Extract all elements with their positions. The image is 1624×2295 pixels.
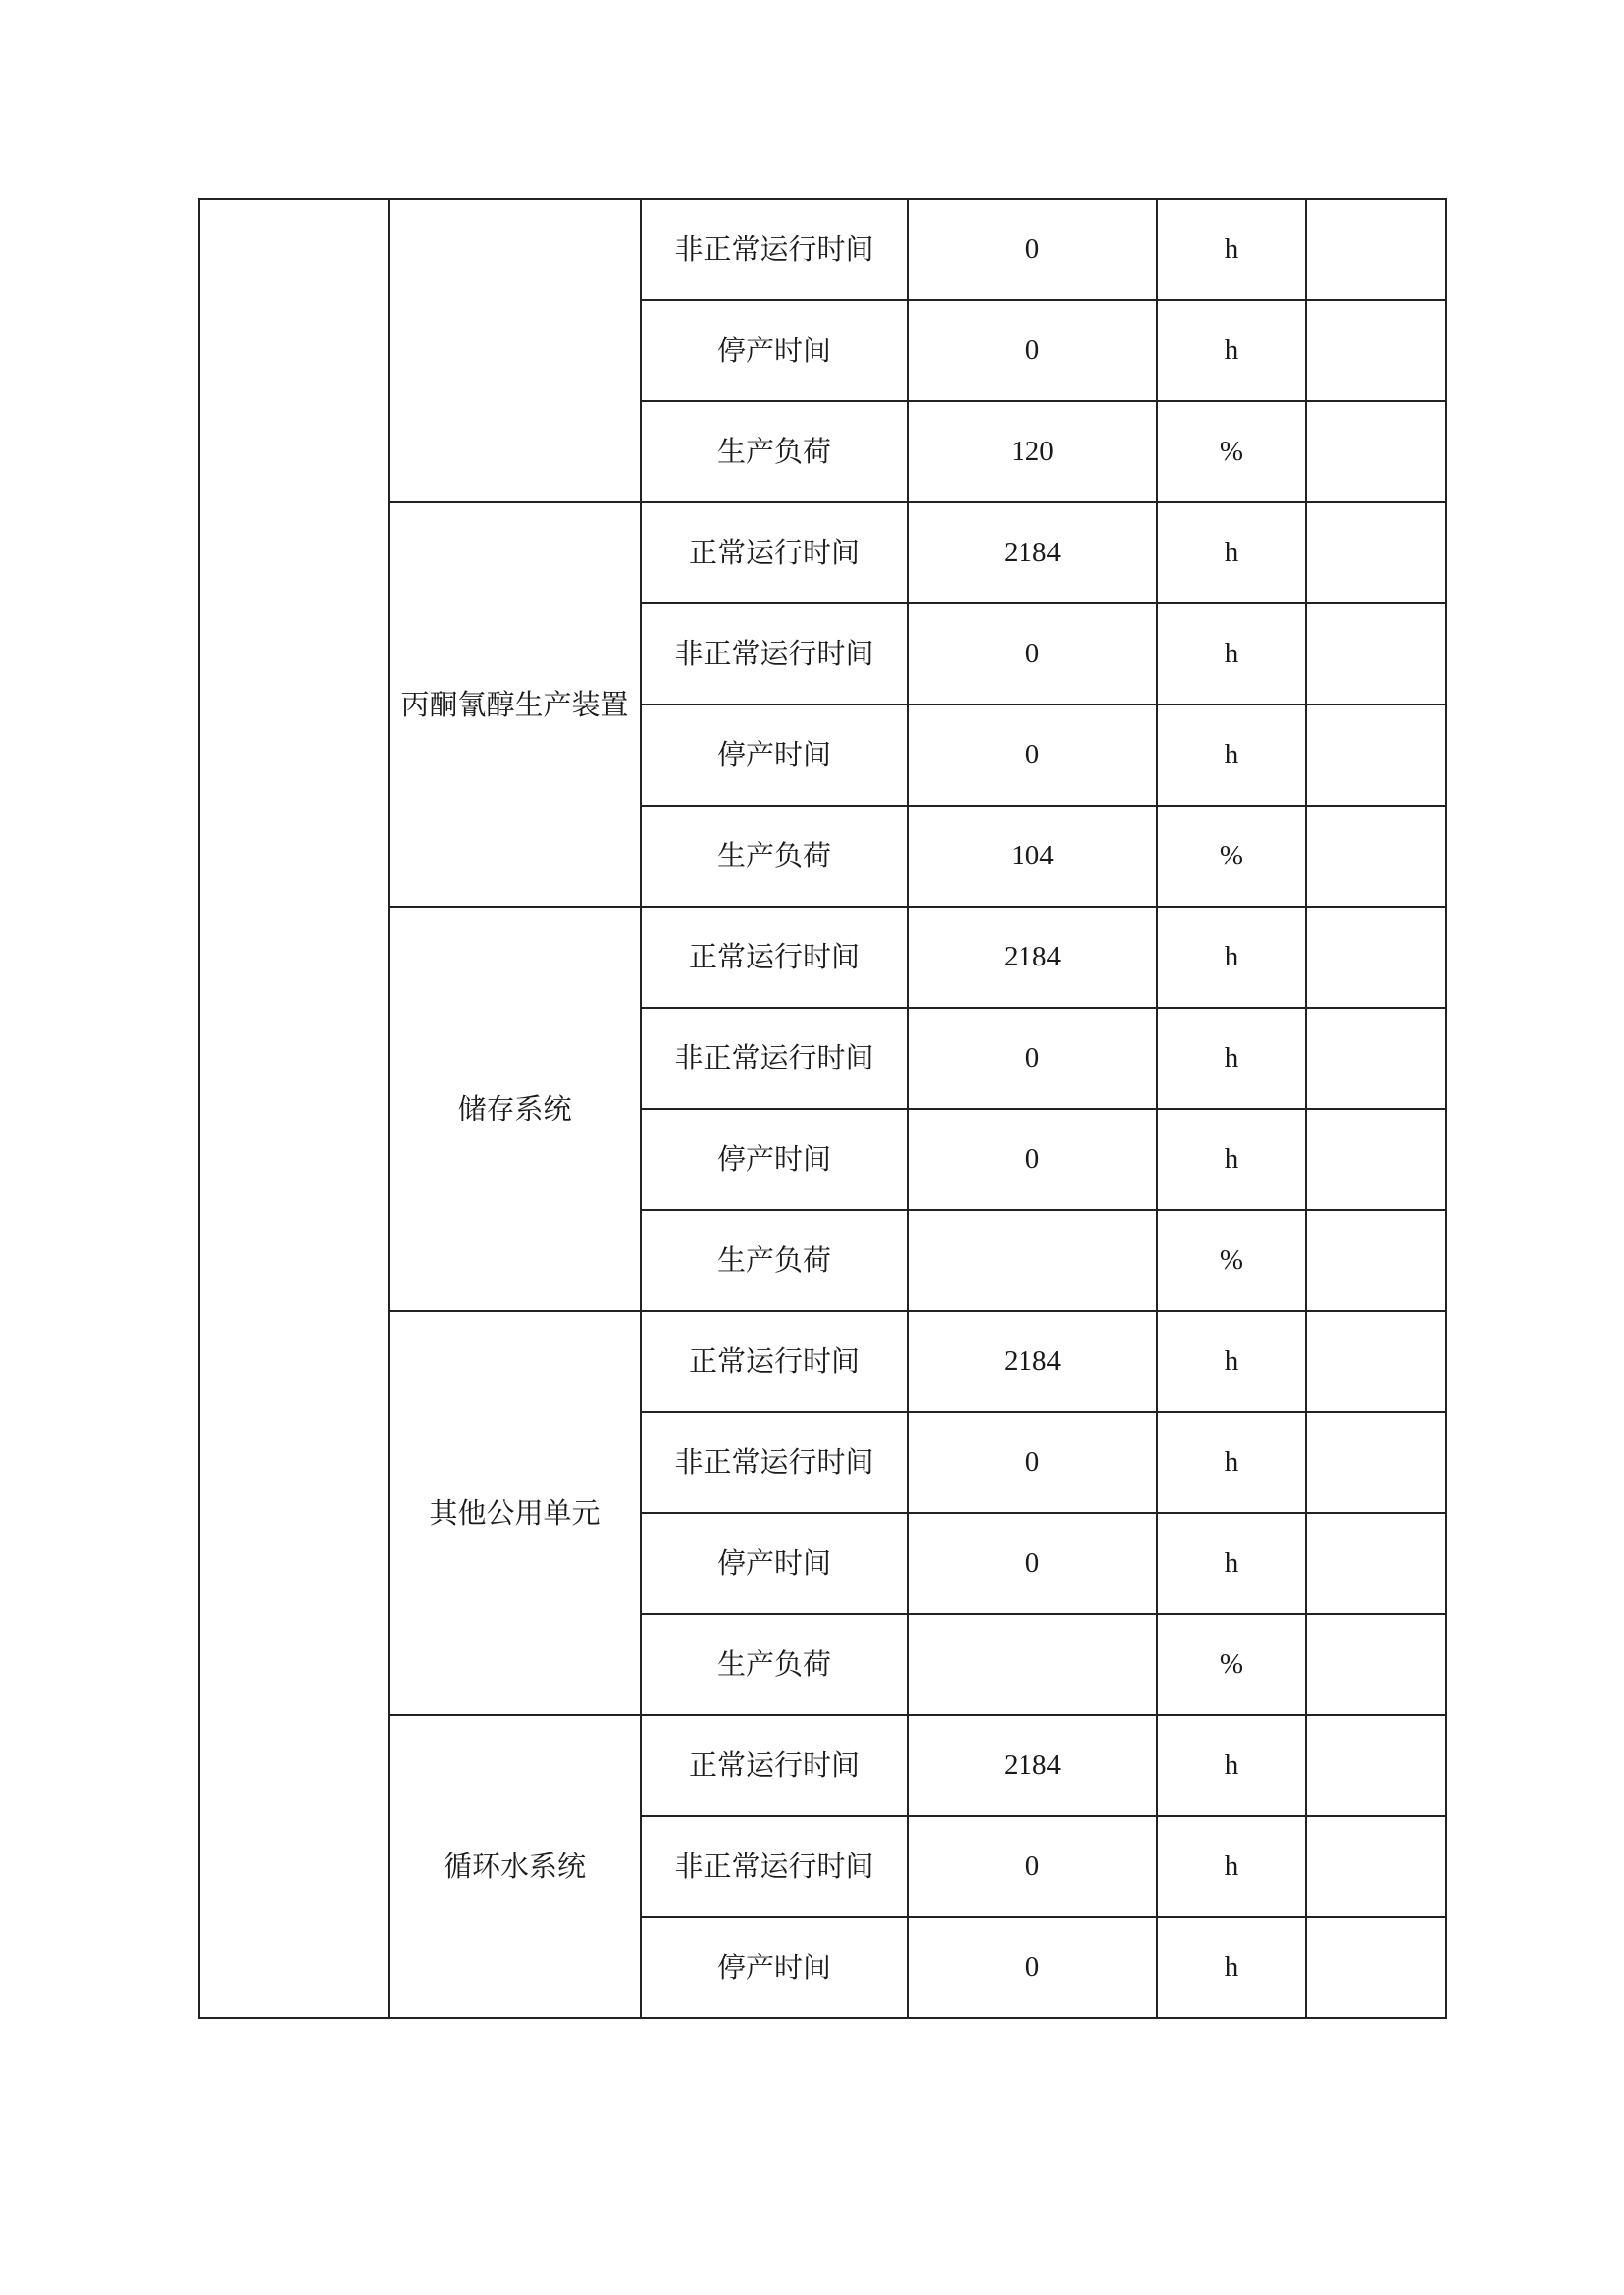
value-cell: 0	[908, 1109, 1157, 1210]
unit-cell: %	[1157, 1614, 1306, 1715]
item-cell: 非正常运行时间	[641, 1816, 908, 1917]
note-cell	[1306, 1513, 1446, 1614]
item-cell: 非正常运行时间	[641, 199, 908, 300]
item-cell: 正常运行时间	[641, 1311, 908, 1412]
item-cell: 非正常运行时间	[641, 603, 908, 704]
value-cell: 2184	[908, 907, 1157, 1008]
value-cell: 2184	[908, 1311, 1157, 1412]
item-cell: 停产时间	[641, 1513, 908, 1614]
unit-cell: h	[1157, 1715, 1306, 1816]
unit-cell: h	[1157, 1109, 1306, 1210]
value-cell	[908, 1614, 1157, 1715]
note-cell	[1306, 806, 1446, 907]
item-cell: 正常运行时间	[641, 907, 908, 1008]
note-cell	[1306, 1210, 1446, 1311]
note-cell	[1306, 603, 1446, 704]
value-cell: 0	[908, 1412, 1157, 1513]
unit-cell: h	[1157, 1513, 1306, 1614]
unit-cell: h	[1157, 1008, 1306, 1109]
item-cell: 生产负荷	[641, 806, 908, 907]
note-cell	[1306, 300, 1446, 401]
unit-cell: h	[1157, 603, 1306, 704]
unit-cell: h	[1157, 1816, 1306, 1917]
item-cell: 生产负荷	[641, 1614, 908, 1715]
value-cell: 0	[908, 300, 1157, 401]
note-cell	[1306, 1008, 1446, 1109]
item-cell: 停产时间	[641, 1917, 908, 2018]
unit-name-cell: 其他公用单元	[389, 1311, 641, 1715]
item-cell: 停产时间	[641, 300, 908, 401]
table-row	[199, 199, 1446, 300]
note-cell	[1306, 1917, 1446, 2018]
note-cell	[1306, 502, 1446, 603]
value-cell: 0	[908, 704, 1157, 806]
value-cell: 0	[908, 603, 1157, 704]
note-cell	[1306, 199, 1446, 300]
note-cell	[1306, 1614, 1446, 1715]
unit-cell: %	[1157, 401, 1306, 502]
value-cell: 120	[908, 401, 1157, 502]
unit-cell: h	[1157, 300, 1306, 401]
unit-cell: h	[1157, 1311, 1306, 1412]
value-cell: 2184	[908, 1715, 1157, 1816]
unit-cell: h	[1157, 1412, 1306, 1513]
unit-cell: h	[1157, 199, 1306, 300]
value-cell: 104	[908, 806, 1157, 907]
value-cell: 0	[908, 1513, 1157, 1614]
note-cell	[1306, 1715, 1446, 1816]
value-cell: 0	[908, 1917, 1157, 2018]
unit-name-cell	[389, 199, 641, 502]
item-cell: 正常运行时间	[641, 502, 908, 603]
item-cell: 生产负荷	[641, 401, 908, 502]
item-cell: 停产时间	[641, 1109, 908, 1210]
item-cell: 非正常运行时间	[641, 1412, 908, 1513]
first-column-cell	[199, 199, 389, 2018]
item-cell: 停产时间	[641, 704, 908, 806]
note-cell	[1306, 1109, 1446, 1210]
unit-cell: h	[1157, 502, 1306, 603]
operation-time-table	[198, 198, 1447, 2019]
unit-name-cell: 循环水系统	[389, 1715, 641, 2018]
value-cell	[908, 1210, 1157, 1311]
note-cell	[1306, 401, 1446, 502]
item-cell: 生产负荷	[641, 1210, 908, 1311]
note-cell	[1306, 704, 1446, 806]
unit-name-cell: 丙酮氰醇生产装置	[389, 502, 641, 907]
unit-cell: %	[1157, 1210, 1306, 1311]
note-cell	[1306, 1816, 1446, 1917]
unit-name-cell: 储存系统	[389, 907, 641, 1311]
unit-cell: %	[1157, 806, 1306, 907]
unit-cell: h	[1157, 704, 1306, 806]
value-cell: 0	[908, 199, 1157, 300]
value-cell: 2184	[908, 502, 1157, 603]
note-cell	[1306, 907, 1446, 1008]
note-cell	[1306, 1311, 1446, 1412]
value-cell: 0	[908, 1816, 1157, 1917]
unit-cell: h	[1157, 1917, 1306, 2018]
item-cell: 非正常运行时间	[641, 1008, 908, 1109]
unit-cell: h	[1157, 907, 1306, 1008]
note-cell	[1306, 1412, 1446, 1513]
value-cell: 0	[908, 1008, 1157, 1109]
item-cell: 正常运行时间	[641, 1715, 908, 1816]
